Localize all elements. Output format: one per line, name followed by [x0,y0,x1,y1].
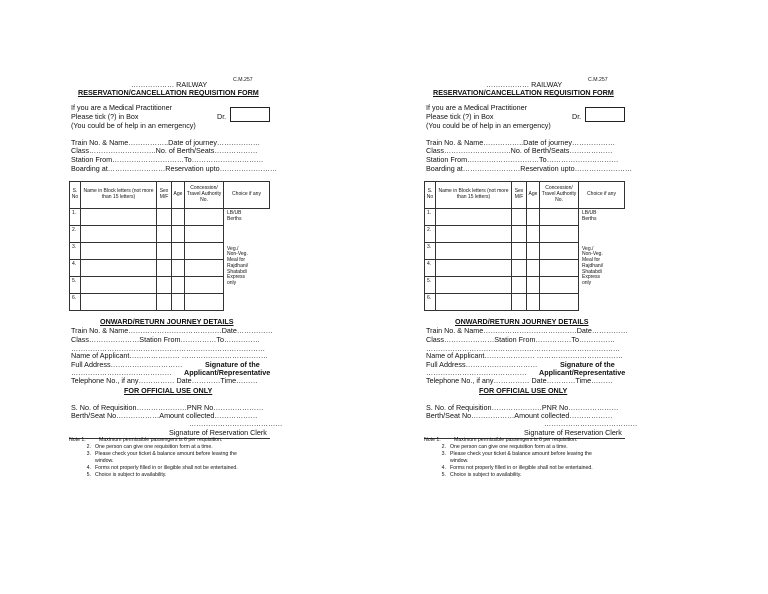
name-cell[interactable] [81,226,157,243]
header-sno: S. No [425,182,436,209]
requisition-form-right [424,0,654,594]
row-number: 6. [70,294,81,311]
sex-cell[interactable] [512,226,527,243]
sex-cell[interactable] [157,260,172,277]
concession-cell[interactable] [540,260,579,277]
choice-berth-note: LB/UB Berths [582,210,597,222]
header-choice: Choice if any [224,182,270,209]
onward-line-2: Class…………………Station From……………To…………… [426,335,615,344]
sex-cell[interactable] [157,294,172,311]
dr-label: Dr. [572,112,582,121]
header-age: Age [172,182,185,209]
age-cell[interactable] [172,209,185,226]
row-number: 5. [70,277,81,294]
name-cell[interactable] [436,260,512,277]
sex-cell[interactable] [157,243,172,260]
name-cell[interactable] [81,209,157,226]
onward-title: ONWARD/RETURN JOURNEY DETAILS [455,317,589,326]
applicant-name: Name of Applicant………………… ……………………………… [71,351,268,360]
concession-cell[interactable] [185,226,224,243]
name-cell[interactable] [81,260,157,277]
age-cell[interactable] [527,294,540,311]
onward-line-2: Class…………………Station From……………To…………… [71,335,260,344]
form-code: C.M.257 [233,77,253,83]
age-cell[interactable] [527,243,540,260]
onward-line-3: ……………………………………………………………………… [426,344,621,353]
header-concession: Concession/ Travel Authority No. [540,182,579,209]
journey-line-3: Station From…………………………To………………………… [426,155,619,164]
berth-line: Berth/Seat No………………Amount collected……………… [426,411,613,420]
row-number: 5. [425,277,436,294]
row-number: 6. [425,294,436,311]
telephone-line: Telephone No., if any…………… Date…………Time……… [71,376,258,385]
telephone-line: Telephone No., if any…………… Date…………Time……… [426,376,613,385]
passenger-table [69,181,270,311]
concession-cell[interactable] [540,209,579,226]
row-number: 4. [70,260,81,277]
name-cell[interactable] [81,294,157,311]
concession-cell[interactable] [540,277,579,294]
journey-line-4: Boarding at……………………Reservation upto…………………… [426,164,633,173]
concession-cell[interactable] [185,209,224,226]
requisition-form-left [69,0,299,594]
age-cell[interactable] [172,260,185,277]
doctor-tick-box[interactable] [230,107,270,122]
age-cell[interactable] [527,209,540,226]
railway-name: ……………… RAILWAY [131,80,208,89]
concession-cell[interactable] [185,260,224,277]
form-title: RESERVATION/CANCELLATION REQUISITION FORM [433,88,614,97]
row-number: 2. [425,226,436,243]
address-dots: …………………………………… [426,368,527,377]
form-code: C.M.257 [588,77,608,83]
clerk-signature: Signature of Reservation Clerk [524,428,622,437]
onward-line-1: Train No. & Name…………………………………Date…………… [426,326,628,335]
row-number: 3. [70,243,81,260]
concession-cell[interactable] [185,243,224,260]
age-cell[interactable] [172,243,185,260]
sex-cell[interactable] [512,209,527,226]
choice-berth-note: LB/UB Berths [227,210,242,222]
journey-line-2: Class……………………….No. of Berth/Seats……………… [426,146,613,155]
row-number: 1. [425,209,436,226]
journey-line-1: Train No. & Name……………..Date of journey……………… [426,138,616,147]
name-cell[interactable] [436,294,512,311]
age-cell[interactable] [527,226,540,243]
row-number: 2. [70,226,81,243]
journey-line-1: Train No. & Name……………..Date of journey……………… [71,138,261,147]
choice-meal-note: Veg./ Non-Veg. Meal for Rajdhani/ Shatabdi Express only [582,245,604,286]
official-use-title: FOR OFFICIAL USE ONLY [479,386,568,395]
railway-name: ……………… RAILWAY [486,80,563,89]
requisition-line: S. No. of Requisition…………………PNR No………………… [426,403,619,412]
header-age: Age [527,182,540,209]
name-cell[interactable] [436,243,512,260]
signature-label-1: Signature of the [560,360,615,369]
onward-line-3: ……………………………………………………………………… [71,344,266,353]
age-cell[interactable] [527,277,540,294]
full-address: Full Address………………………… [426,360,538,369]
signature-label-1: Signature of the [205,360,260,369]
header-sex: Sex M/F [512,182,527,209]
medical-line-1: If you are a Medical Practitioner [71,103,173,112]
sex-cell[interactable] [512,260,527,277]
notes-list: Note 1. Maximum permissible passengers is 6 per requisition. 2. One person can give one requisition form at a time. 3. Please check your ticket & balance amount before leaving the window. 4. Forms not properly filled in or illegible shall not be entertained. 5. Choice is subject to availability. [69,437,238,479]
doctor-tick-box[interactable] [585,107,625,122]
concession-cell[interactable] [540,294,579,311]
journey-line-4: Boarding at……………………Reservation upto…………………… [71,164,278,173]
sex-cell[interactable] [512,277,527,294]
row-number: 4. [425,260,436,277]
name-cell[interactable] [81,243,157,260]
header-sno: S. No [70,182,81,209]
age-cell[interactable] [172,277,185,294]
dr-label: Dr. [217,112,227,121]
signature-label-2: Applicant/Representative [184,368,271,377]
clerk-dots: ………………………………… [189,419,283,428]
age-cell[interactable] [172,294,185,311]
applicant-name: Name of Applicant………………… ……………………………… [426,351,623,360]
passenger-table [424,181,625,311]
age-cell[interactable] [527,260,540,277]
row-number: 1. [70,209,81,226]
concession-cell[interactable] [540,243,579,260]
clerk-dots: ………………………………… [544,419,638,428]
medical-line-2: Please tick (?) in Box [426,112,494,121]
concession-cell[interactable] [185,277,224,294]
address-dots: …………………………………… [71,368,172,377]
name-cell[interactable] [436,277,512,294]
age-cell[interactable] [172,226,185,243]
sex-cell[interactable] [157,277,172,294]
name-cell[interactable] [81,277,157,294]
header-concession: Concession/ Travel Authority No. [185,182,224,209]
official-use-title: FOR OFFICIAL USE ONLY [124,386,213,395]
medical-line-2: Please tick (?) in Box [71,112,139,121]
medical-line-3: (You could be of help in an emergency) [426,121,551,130]
medical-line-1: If you are a Medical Practitioner [426,103,528,112]
concession-cell[interactable] [540,226,579,243]
sex-cell[interactable] [157,226,172,243]
clerk-signature: Signature of Reservation Clerk [169,428,267,437]
header-sex: Sex M/F [157,182,172,209]
form-title: RESERVATION/CANCELLATION REQUISITION FORM [78,88,259,97]
notes-list: Note 1. Maximum permissible passengers is 6 per requisition. 2. One person can give one requisition form at a time. 3. Please check your ticket & balance amount before leaving the window. 4. Forms not properly filled in or illegible shall not be entertained. 5. Choice is subject to availability. [424,437,593,479]
journey-line-3: Station From…………………………To………………………… [71,155,264,164]
sex-cell[interactable] [512,294,527,311]
medical-line-3: (You could be of help in an emergency) [71,121,196,130]
sex-cell[interactable] [512,243,527,260]
signature-label-2: Applicant/Representative [539,368,626,377]
concession-cell[interactable] [185,294,224,311]
row-number: 3. [425,243,436,260]
berth-line: Berth/Seat No………………Amount collected……………… [71,411,258,420]
name-cell[interactable] [436,209,512,226]
header-name: Name in Block letters (not more than 15 letters) [81,182,157,209]
onward-title: ONWARD/RETURN JOURNEY DETAILS [100,317,234,326]
header-name: Name in Block letters (not more than 15 letters) [436,182,512,209]
onward-line-1: Train No. & Name…………………………………Date…………… [71,326,273,335]
name-cell[interactable] [436,226,512,243]
full-address: Full Address………………………… [71,360,183,369]
choice-meal-note: Veg./ Non-Veg. Meal for Rajdhani/ Shatabdi Express only [227,245,249,286]
journey-line-2: Class……………………….No. of Berth/Seats……………… [71,146,258,155]
header-choice: Choice if any [579,182,625,209]
requisition-line: S. No. of Requisition…………………PNR No………………… [71,403,264,412]
sex-cell[interactable] [157,209,172,226]
